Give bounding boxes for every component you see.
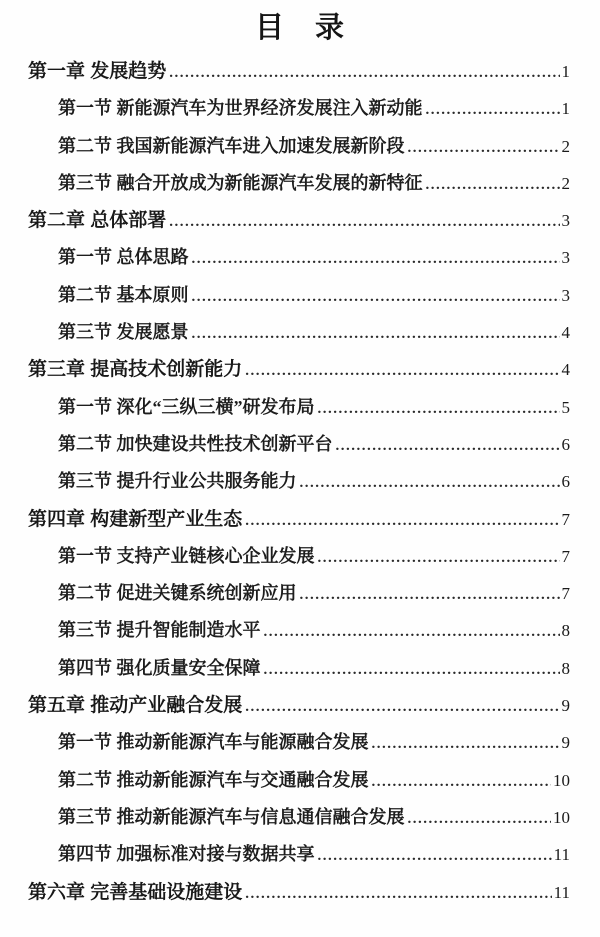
page-title: 目 录	[254, 12, 345, 44]
toc-entry-label: 第四章 构建新型产业生态	[28, 508, 243, 530]
toc-entry-page: 3	[561, 211, 570, 231]
toc-leader-dots	[336, 428, 560, 465]
toc-entry-label: 第二节 基本原则	[58, 284, 189, 305]
toc-entry-page: 7	[561, 546, 570, 566]
toc-entry-label: 第一节 总体思路	[58, 247, 189, 268]
toc-leader-dots	[318, 391, 560, 428]
toc-entry	[0, 612, 600, 649]
toc-leader-dots	[169, 55, 559, 92]
toc-entry-label: 第三节 提升行业公共服务能力	[58, 471, 297, 492]
toc-leader-dots	[318, 838, 552, 875]
toc-entry-label: 第三节 提升智能制造水平	[58, 620, 261, 641]
toc-entry	[0, 351, 600, 388]
toc-entry	[0, 202, 600, 239]
toc-entry-page: 7	[561, 509, 570, 529]
toc-entry-label: 第四节 强化质量安全保障	[58, 657, 261, 678]
toc-entry-label: 第二节 促进关键系统创新应用	[58, 583, 297, 604]
toc-leader-dots	[245, 876, 551, 913]
toc-leader-dots	[300, 577, 560, 614]
toc-entry-page: 6	[561, 472, 570, 492]
toc-entry	[0, 874, 600, 911]
toc-entry-label: 第三节 融合开放成为新能源汽车发展的新特征	[58, 172, 423, 193]
toc-entry	[0, 128, 600, 165]
toc-leader-dots	[318, 540, 560, 577]
toc-entry-label: 第三节 推动新能源汽车与信息通信融合发展	[58, 806, 405, 827]
toc-entry-page: 8	[561, 658, 570, 678]
toc-entry-label: 第二节 我国新能源汽车进入加速发展新阶段	[58, 135, 405, 156]
toc-entry-label: 第一节 深化“三纵三横”研发布局	[58, 396, 315, 417]
toc-entry-page: 1	[561, 62, 570, 81]
toc-entry	[0, 463, 600, 500]
toc-entry-label: 第一节 新能源汽车为世界经济发展注入新动能	[58, 98, 423, 119]
toc-entry	[0, 650, 600, 687]
toc-leader-dots	[300, 465, 560, 502]
toc-leader-dots	[408, 801, 552, 838]
toc-entry-label: 第三章 提高技术创新能力	[28, 359, 243, 381]
toc-entry	[0, 426, 600, 463]
toc-leader-dots	[264, 652, 560, 689]
toc-list	[0, 47, 600, 911]
toc-entry-page: 10	[553, 807, 570, 827]
toc-leader-dots	[192, 279, 560, 316]
toc-entry-page: 11	[553, 882, 570, 902]
toc-leader-dots	[169, 204, 559, 241]
toc-entry-label: 第二节 推动新能源汽车与交通融合发展	[58, 769, 369, 790]
toc-entry-page: 4	[561, 360, 570, 380]
toc-entry	[0, 314, 600, 351]
toc-entry-page: 11	[553, 845, 570, 865]
toc-entry-label: 第五章 推动产业融合发展	[28, 695, 243, 717]
toc-entry-page: 10	[553, 770, 570, 790]
toc-entry	[0, 538, 600, 575]
toc-entry	[0, 575, 600, 612]
toc-entry-page: 6	[561, 434, 570, 454]
toc-entry-label: 第六章 完善基础设施建设	[28, 881, 243, 903]
toc-entry-page: 4	[561, 323, 570, 343]
toc-leader-dots	[192, 241, 560, 278]
toc-entry-label: 第一节 推动新能源汽车与能源融合发展	[58, 732, 369, 753]
toc-entry-page: 2	[561, 173, 570, 193]
toc-entry	[0, 389, 600, 426]
toc-entry-label: 第一节 支持产业链核心企业发展	[58, 545, 315, 566]
toc-entry	[0, 165, 600, 202]
toc-entry-page: 1	[561, 99, 570, 119]
toc-entry-label: 第二章 总体部署	[28, 210, 167, 232]
toc-leader-dots	[372, 764, 552, 801]
toc-entry	[0, 501, 600, 538]
toc-entry	[0, 277, 600, 314]
toc-entry	[0, 799, 600, 836]
toc-entry	[0, 90, 600, 127]
toc-entry	[0, 239, 600, 276]
toc-entry	[0, 53, 600, 90]
toc-entry	[0, 762, 600, 799]
toc-entry-page: 5	[561, 397, 570, 417]
toc-leader-dots	[192, 316, 560, 353]
toc-entry	[0, 836, 600, 873]
toc-entry-page: 3	[561, 285, 570, 305]
toc-entry-label: 第一章 发展趋势	[28, 61, 167, 82]
toc-leader-dots	[426, 167, 560, 204]
toc-leader-dots	[408, 130, 560, 167]
toc-entry-page: 3	[561, 248, 570, 268]
toc-leader-dots	[245, 689, 559, 726]
toc-entry	[0, 724, 600, 761]
toc-entry-page: 8	[561, 621, 570, 641]
toc-leader-dots	[426, 92, 560, 129]
toc-leader-dots	[264, 614, 560, 651]
toc-entry-label: 第三节 发展愿景	[58, 322, 189, 343]
toc-entry-page: 2	[561, 136, 570, 156]
toc-entry-label: 第二节 加快建设共性技术创新平台	[58, 433, 333, 454]
toc-entry-page: 9	[561, 696, 570, 716]
toc-entry-label: 第四节 加强标准对接与数据共享	[58, 844, 315, 865]
toc-leader-dots	[372, 726, 560, 763]
toc-leader-dots	[245, 353, 559, 390]
toc-leader-dots	[245, 503, 559, 540]
toc-entry-page: 9	[561, 733, 570, 753]
toc-entry-page: 7	[561, 584, 570, 604]
toc-entry	[0, 687, 600, 724]
